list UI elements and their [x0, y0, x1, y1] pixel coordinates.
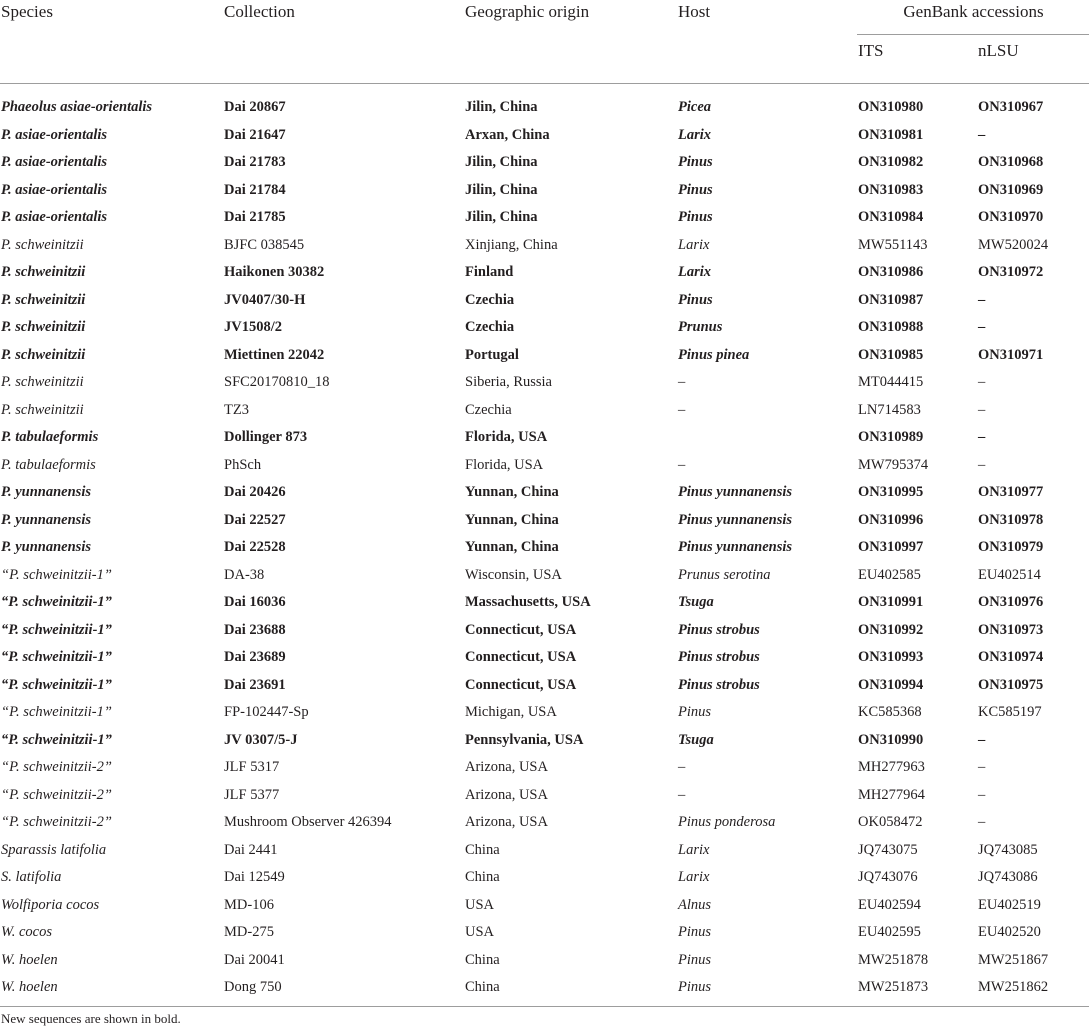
cell-collection: BJFC 038545: [224, 236, 305, 253]
table-row: [0, 864, 1089, 892]
cell-species: P. asiae-orientalis: [1, 181, 108, 198]
cell-species: P. schweinitzii: [1, 374, 84, 391]
cell-its: EU402595: [858, 924, 921, 941]
cell-origin: Wisconsin, USA: [465, 566, 562, 583]
cell-origin: Arizona, USA: [465, 759, 548, 776]
cell-species: P. yunnanensis: [1, 539, 91, 556]
cell-nlsu: –: [978, 759, 986, 776]
cell-collection: Dai 23688: [224, 621, 286, 638]
cell-its: ON310986: [858, 264, 924, 281]
table-row: [0, 507, 1089, 535]
cell-its: ON310990: [858, 731, 924, 748]
cell-its: OK058472: [858, 814, 923, 831]
cell-its: ON310985: [858, 346, 924, 363]
cell-host: Larix: [678, 869, 710, 886]
cell-nlsu: EU402514: [978, 566, 1041, 583]
table-row: [0, 617, 1089, 645]
cell-its: MH277963: [858, 759, 925, 776]
cell-collection: Dai 22528: [224, 539, 286, 556]
cell-species: W. hoelen: [1, 979, 58, 996]
cell-its: JQ743076: [858, 869, 918, 886]
cell-species: “P. schweinitzii-2”: [1, 814, 112, 831]
cell-collection: Dai 21783: [224, 154, 286, 171]
cell-nlsu: EU402519: [978, 896, 1041, 913]
table-row: [0, 479, 1089, 507]
cell-nlsu: KC585197: [978, 704, 1042, 721]
cell-its: EU402594: [858, 896, 921, 913]
cell-collection: Dai 12549: [224, 869, 285, 886]
cell-collection: Dai 23689: [224, 649, 286, 666]
cell-collection: Dai 22527: [224, 511, 286, 528]
cell-nlsu: ON310968: [978, 154, 1044, 171]
cell-origin: Portugal: [465, 346, 519, 363]
cell-origin: Siberia, Russia: [465, 374, 552, 391]
cell-collection: Dai 21784: [224, 181, 286, 198]
table-row: [0, 589, 1089, 617]
cell-nlsu: ON310978: [978, 511, 1044, 528]
cell-species: P. schweinitzii: [1, 236, 84, 253]
cell-its: MW251878: [858, 951, 929, 968]
cell-nlsu: –: [978, 786, 986, 803]
cell-collection: Haikonen 30382: [224, 264, 325, 281]
cell-collection: SFC20170810_18: [224, 374, 330, 391]
cell-species: “P. schweinitzii-1”: [1, 594, 112, 611]
cell-collection: Dong 750: [224, 979, 282, 996]
cell-species: P. tabulaeformis: [1, 429, 99, 446]
table-row: [0, 149, 1089, 177]
cell-collection: Miettinen 22042: [224, 346, 325, 363]
cell-species: W. cocos: [1, 924, 53, 941]
header-genbank: GenBank accessions: [857, 0, 1089, 35]
cell-species: P. schweinitzii: [1, 346, 86, 363]
table-row: [0, 782, 1089, 810]
cell-nlsu: ON310971: [978, 346, 1044, 363]
cell-its: ON310988: [858, 319, 924, 336]
cell-collection: JV0407/30-H: [224, 291, 306, 308]
cell-its: ON310993: [858, 649, 924, 666]
cell-its: ON310983: [858, 181, 924, 198]
cell-species: “P. schweinitzii-1”: [1, 621, 112, 638]
cell-host: Prunus serotina: [678, 566, 771, 583]
cell-origin: Arxan, China: [465, 126, 550, 143]
table-row: [0, 122, 1089, 150]
table-row: [0, 177, 1089, 205]
cell-collection: Dollinger 873: [224, 429, 308, 446]
cell-origin: Yunnan, China: [465, 539, 559, 556]
cell-nlsu: –: [978, 374, 986, 391]
cell-host: Tsuga: [678, 731, 714, 748]
cell-collection: MD-275: [224, 924, 274, 941]
cell-origin: China: [465, 869, 500, 886]
cell-its: ON310989: [858, 429, 924, 446]
cell-host: Larix: [678, 126, 712, 143]
cell-collection: Dai 2441: [224, 841, 278, 858]
cell-its: ON310997: [858, 539, 924, 556]
cell-species: “P. schweinitzii-1”: [1, 704, 112, 721]
cell-nlsu: ON310970: [978, 209, 1044, 226]
header-origin: Geographic origin: [465, 2, 590, 21]
cell-collection: Dai 20041: [224, 951, 285, 968]
cell-origin: Yunnan, China: [465, 484, 559, 501]
cell-its: JQ743075: [858, 841, 918, 858]
table-row: [0, 809, 1089, 837]
cell-origin: Florida, USA: [465, 456, 544, 473]
table-row: [0, 287, 1089, 315]
cell-its: KC585368: [858, 704, 922, 721]
cell-origin: Michigan, USA: [465, 704, 557, 721]
cell-its: MH277964: [858, 786, 925, 803]
cell-species: P. schweinitzii: [1, 264, 86, 281]
cell-its: ON310987: [858, 291, 924, 308]
cell-its: ON310996: [858, 511, 924, 528]
cell-species: “P. schweinitzii-2”: [1, 786, 112, 803]
table-row: [0, 947, 1089, 975]
cell-species: P. asiae-orientalis: [1, 126, 108, 143]
cell-nlsu: –: [978, 401, 986, 418]
cell-collection: Dai 20867: [224, 99, 286, 116]
cell-species: P. yunnanensis: [1, 484, 91, 501]
cell-collection: Dai 23691: [224, 676, 286, 693]
cell-its: ON310991: [858, 594, 924, 611]
cell-origin: Connecticut, USA: [465, 676, 577, 693]
cell-origin: China: [465, 979, 500, 996]
cell-host: –: [678, 759, 686, 776]
table-row: [0, 259, 1089, 287]
cell-collection: Mushroom Observer 426394: [224, 814, 392, 831]
header-nlsu: nLSU: [978, 41, 1019, 60]
cell-nlsu: ON310974: [978, 649, 1044, 666]
cell-species: P. schweinitzii: [1, 291, 86, 308]
table-row: [0, 84, 1089, 122]
cell-nlsu: ON310977: [978, 484, 1044, 501]
table-row: [0, 397, 1089, 425]
cell-nlsu: –: [978, 731, 986, 748]
cell-collection: JV 0307/5-J: [224, 731, 298, 748]
cell-nlsu: EU402520: [978, 924, 1041, 941]
cell-species: P. asiae-orientalis: [1, 154, 108, 171]
cell-origin: Arizona, USA: [465, 786, 548, 803]
table-row: [0, 424, 1089, 452]
cell-host: Pinus: [678, 291, 713, 308]
cell-host: Pinus strobus: [678, 621, 760, 638]
cell-species: Phaeolus asiae-orientalis: [1, 99, 153, 116]
cell-nlsu: ON310975: [978, 676, 1044, 693]
cell-collection: FP-102447-Sp: [224, 704, 309, 721]
cell-its: ON310981: [858, 126, 924, 143]
cell-host: Prunus: [678, 319, 723, 336]
cell-species: P. asiae-orientalis: [1, 209, 108, 226]
cell-nlsu: ON310972: [978, 264, 1044, 281]
cell-host: Pinus: [678, 181, 713, 198]
cell-origin: Massachusetts, USA: [465, 594, 591, 611]
cell-host: Larix: [678, 841, 710, 858]
table-row: [0, 919, 1089, 947]
cell-host: Pinus: [678, 209, 713, 226]
cell-host: Pinus: [678, 704, 712, 721]
table-row: [0, 672, 1089, 700]
cell-its: ON310992: [858, 621, 924, 638]
cell-host: Pinus pinea: [678, 346, 750, 363]
cell-collection: JV1508/2: [224, 319, 282, 336]
header-collection: Collection: [224, 2, 295, 21]
table-row: [0, 644, 1089, 672]
table-row: [0, 452, 1089, 480]
cell-collection: TZ3: [224, 401, 249, 418]
cell-collection: JLF 5377: [224, 786, 280, 803]
table-row: [0, 699, 1089, 727]
cell-host: Pinus yunnanensis: [678, 511, 793, 528]
cell-origin: Xinjiang, China: [465, 236, 558, 253]
cell-origin: Connecticut, USA: [465, 649, 577, 666]
header-species: Species: [1, 2, 53, 21]
cell-origin: Czechia: [465, 319, 515, 336]
table-row: [0, 974, 1089, 1006]
cell-host: Pinus yunnanensis: [678, 484, 793, 501]
cell-nlsu: ON310979: [978, 539, 1044, 556]
cell-nlsu: ON310967: [978, 99, 1044, 116]
cell-host: Pinus: [678, 154, 713, 171]
cell-species: W. hoelen: [1, 951, 58, 968]
cell-host: Alnus: [678, 896, 712, 913]
cell-species: Sparassis latifolia: [1, 841, 107, 858]
cell-nlsu: MW251867: [978, 951, 1049, 968]
cell-collection: PhSch: [224, 456, 262, 473]
cell-origin: USA: [465, 896, 495, 913]
cell-origin: Czechia: [465, 291, 515, 308]
cell-nlsu: –: [978, 429, 986, 446]
cell-host: Pinus ponderosa: [678, 814, 776, 831]
table-row: [0, 754, 1089, 782]
table-row: [0, 727, 1089, 755]
cell-origin: Arizona, USA: [465, 814, 548, 831]
cell-host: Pinus: [678, 951, 712, 968]
cell-host: Picea: [678, 99, 712, 116]
cell-species: “P. schweinitzii-2”: [1, 759, 112, 776]
cell-origin: Pennsylvania, USA: [465, 731, 584, 748]
cell-host: Pinus: [678, 979, 712, 996]
cell-nlsu: ON310969: [978, 181, 1044, 198]
cell-species: “P. schweinitzii-1”: [1, 649, 112, 666]
cell-species: “P. schweinitzii-1”: [1, 566, 112, 583]
cell-host: Pinus strobus: [678, 676, 760, 693]
cell-species: “P. schweinitzii-1”: [1, 731, 112, 748]
table-body: [0, 84, 1089, 1007]
cell-nlsu: –: [978, 814, 986, 831]
cell-host: Larix: [678, 236, 710, 253]
cell-origin: Jilin, China: [465, 209, 538, 226]
cell-nlsu: MW251862: [978, 979, 1049, 996]
cell-origin: Jilin, China: [465, 99, 538, 116]
cell-origin: China: [465, 951, 500, 968]
cell-its: MW795374: [858, 456, 929, 473]
header-its: ITS: [858, 41, 884, 60]
cell-nlsu: JQ743085: [978, 841, 1038, 858]
table-row: [0, 562, 1089, 590]
cell-nlsu: –: [978, 456, 986, 473]
cell-origin: Florida, USA: [465, 429, 548, 446]
header-host: Host: [678, 2, 711, 21]
cell-its: ON310994: [858, 676, 924, 693]
table-row: [0, 534, 1089, 562]
cell-species: P. yunnanensis: [1, 511, 91, 528]
cell-origin: Connecticut, USA: [465, 621, 577, 638]
cell-nlsu: –: [978, 291, 986, 308]
cell-host: Pinus yunnanensis: [678, 539, 793, 556]
cell-host: Tsuga: [678, 594, 714, 611]
cell-its: MW551143: [858, 236, 928, 253]
cell-species: Wolfiporia cocos: [1, 896, 100, 913]
cell-origin: Finland: [465, 264, 514, 281]
cell-species: S. latifolia: [1, 869, 62, 886]
cell-collection: JLF 5317: [224, 759, 280, 776]
cell-its: ON310984: [858, 209, 924, 226]
cell-nlsu: JQ743086: [978, 869, 1038, 886]
cell-origin: Czechia: [465, 401, 512, 418]
cell-collection: Dai 16036: [224, 594, 286, 611]
cell-nlsu: MW520024: [978, 236, 1049, 253]
cell-nlsu: ON310976: [978, 594, 1044, 611]
cell-host: Pinus: [678, 924, 712, 941]
cell-its: ON310995: [858, 484, 924, 501]
cell-collection: Dai 20426: [224, 484, 286, 501]
cell-its: MT044415: [858, 374, 924, 391]
cell-host: Pinus strobus: [678, 649, 760, 666]
cell-its: EU402585: [858, 566, 921, 583]
cell-collection: Dai 21785: [224, 209, 286, 226]
cell-origin: USA: [465, 924, 495, 941]
table-row: [0, 837, 1089, 865]
cell-host: –: [678, 786, 686, 803]
table-row: [0, 892, 1089, 920]
cell-host: –: [678, 456, 686, 473]
cell-host: [677, 424, 857, 452]
cell-its: ON310980: [858, 99, 924, 116]
cell-its: LN714583: [858, 401, 921, 418]
table-row: [0, 204, 1089, 232]
cell-nlsu: –: [978, 126, 986, 143]
cell-host: –: [678, 374, 686, 391]
cell-origin: Yunnan, China: [465, 511, 559, 528]
footnote: New sequences are shown in bold.: [1, 1011, 181, 1026]
cell-host: –: [678, 401, 686, 418]
cell-species: P. schweinitzii: [1, 319, 86, 336]
cell-species: P. tabulaeformis: [1, 456, 96, 473]
cell-nlsu: ON310973: [978, 621, 1044, 638]
table-row: [0, 232, 1089, 260]
table-row: [0, 342, 1089, 370]
cell-nlsu: –: [978, 319, 986, 336]
cell-origin: Jilin, China: [465, 181, 538, 198]
cell-its: MW251873: [858, 979, 929, 996]
table-row: [0, 314, 1089, 342]
cell-collection: Dai 21647: [224, 126, 286, 143]
cell-species: P. schweinitzii: [1, 401, 84, 418]
cell-origin: Jilin, China: [465, 154, 538, 171]
cell-its: ON310982: [858, 154, 924, 171]
table-row: [0, 369, 1089, 397]
cell-origin: China: [465, 841, 500, 858]
cell-collection: MD-106: [224, 896, 274, 913]
cell-collection: DA-38: [224, 566, 265, 583]
cell-species: “P. schweinitzii-1”: [1, 676, 112, 693]
cell-host: Larix: [678, 264, 712, 281]
